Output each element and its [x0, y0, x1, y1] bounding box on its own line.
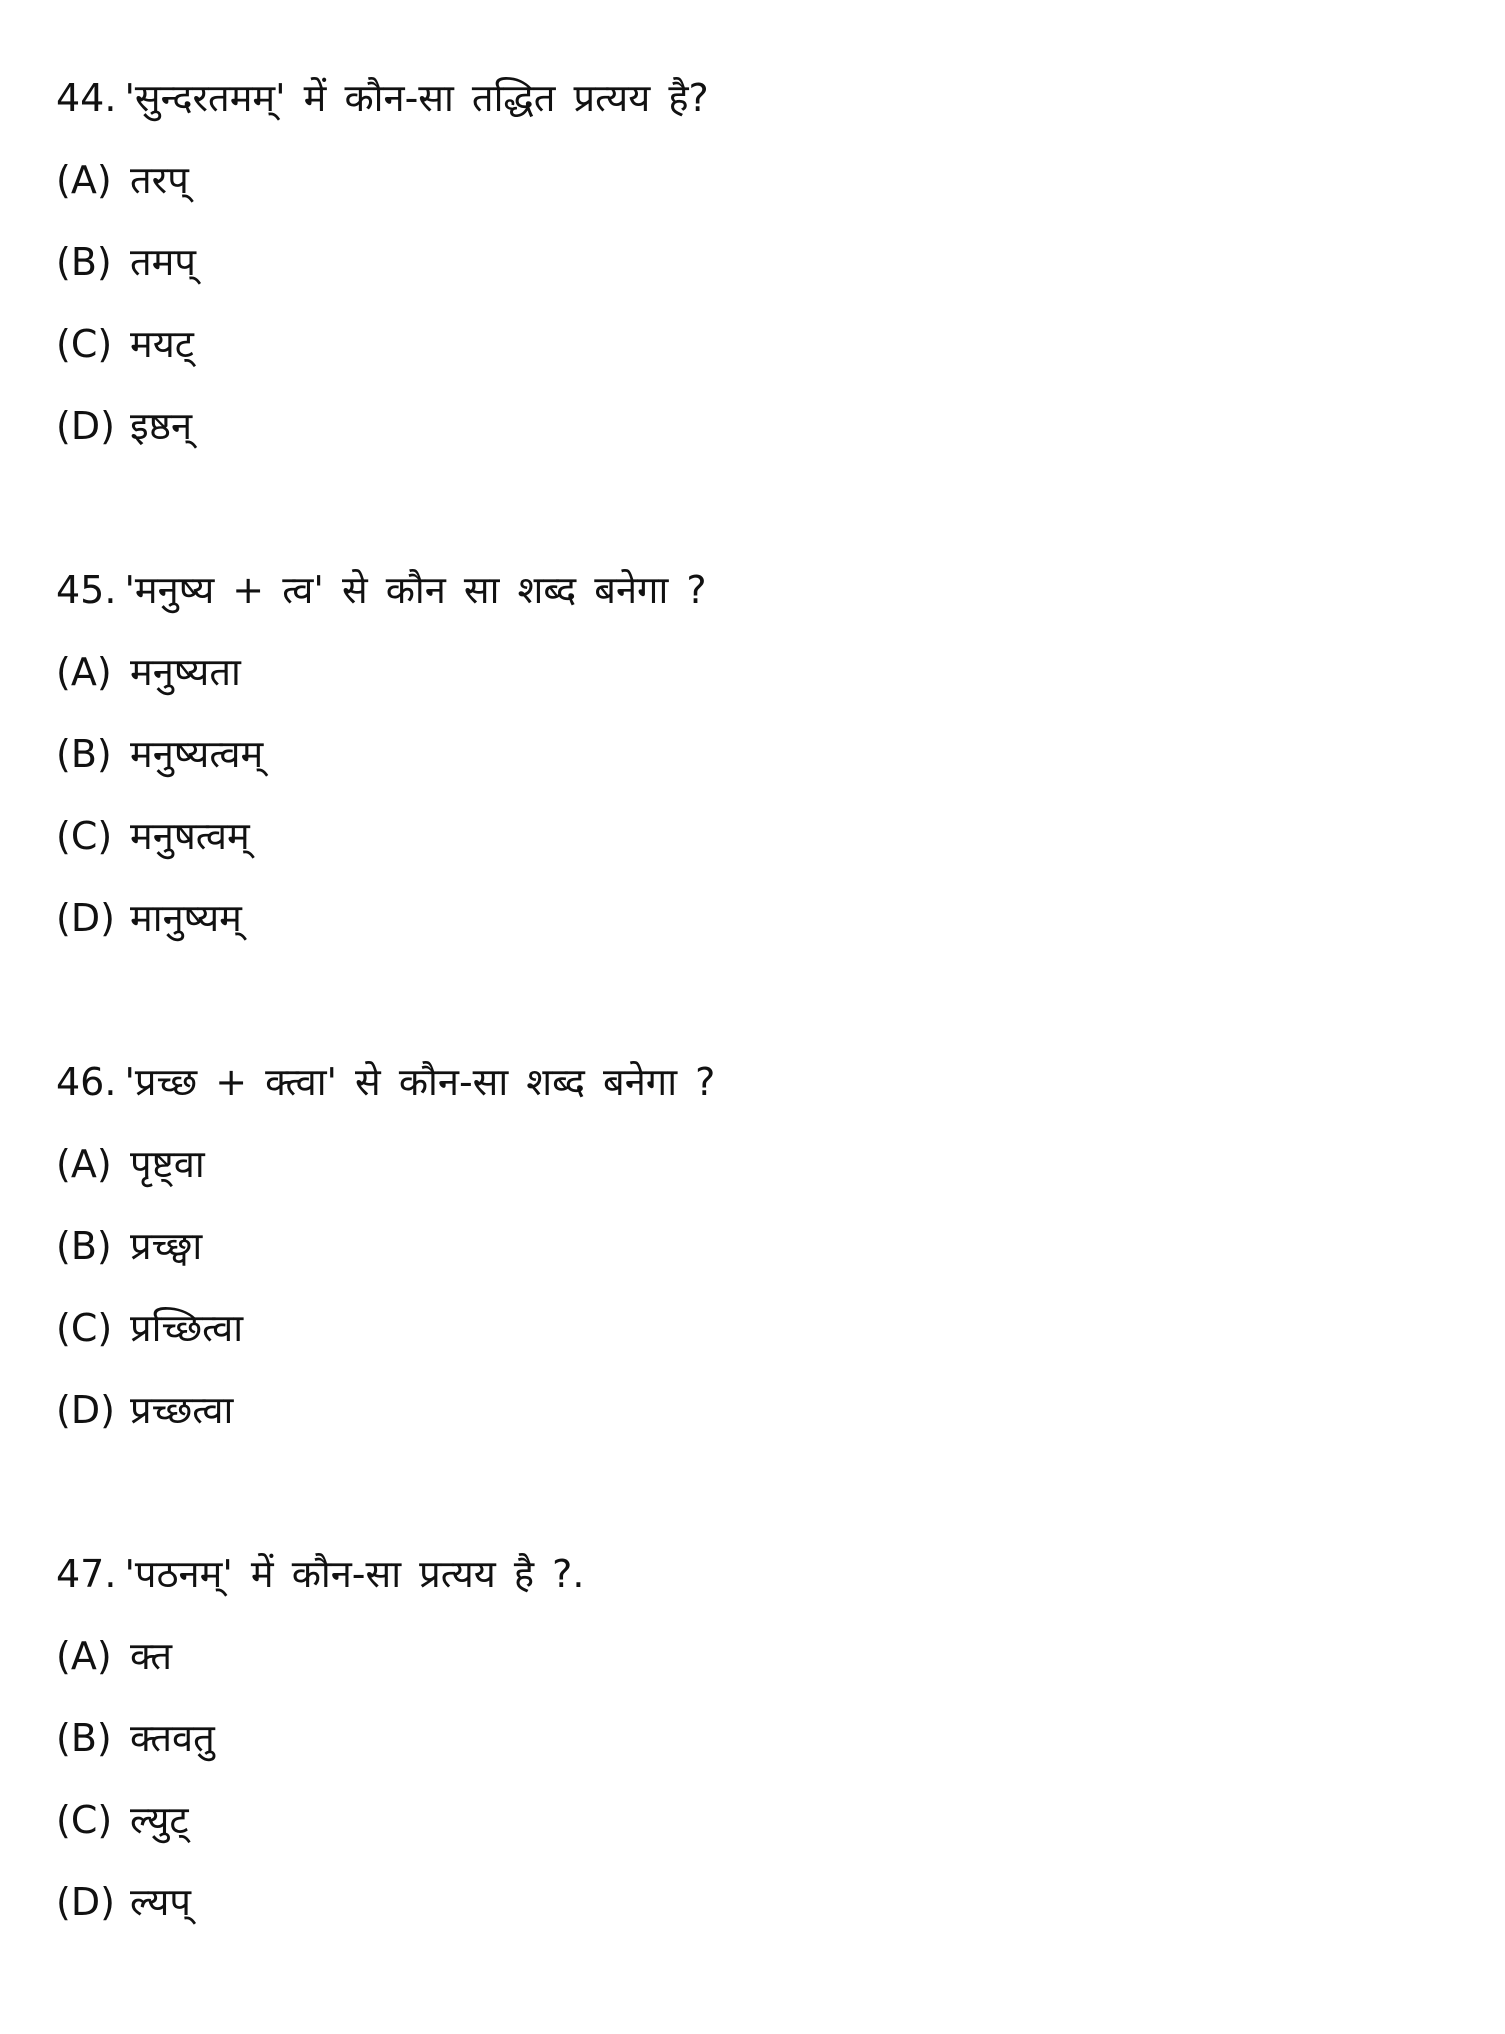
option-letter: (B) — [56, 732, 112, 776]
question-number: 44. — [56, 76, 117, 120]
option-c — [56, 316, 1436, 372]
option-text: मयट् — [130, 322, 194, 366]
option-text: पृष्ट्वा — [130, 1142, 205, 1186]
question-text-line — [56, 70, 1436, 126]
option-letter: (B) — [56, 1224, 112, 1268]
option-c — [56, 1792, 1436, 1848]
question-text: 'प्रच्छ + क्त्वा' से कौन-सा शब्द बनेगा ? — [124, 1060, 716, 1104]
question-text: 'मनुष्य + त्व' से कौन सा शब्द बनेगा ? — [124, 568, 707, 612]
question-47 — [56, 1546, 1436, 1930]
option-letter: (A) — [56, 158, 112, 202]
option-text: ल्यप् — [130, 1880, 191, 1924]
option-c — [56, 808, 1436, 864]
option-text: तरप् — [130, 158, 189, 202]
option-text: मानुष्यम् — [130, 896, 242, 940]
option-letter: (C) — [56, 814, 113, 858]
option-a — [56, 152, 1436, 208]
option-text: मनुषत्वम् — [130, 814, 250, 858]
question-text: 'पठनम्' में कौन-सा प्रत्यय है ?. — [124, 1552, 585, 1596]
question-text-line — [56, 562, 1436, 618]
option-text: मनुष्यता — [130, 650, 241, 694]
question-text: 'सुन्दरतमम्' में कौन-सा तद्धित प्रत्यय है? — [124, 76, 709, 120]
option-text: मनुष्यत्वम् — [130, 732, 264, 776]
option-letter: (C) — [56, 322, 113, 366]
question-44 — [56, 70, 1436, 454]
option-letter: (B) — [56, 240, 112, 284]
question-number: 46. — [56, 1060, 117, 1104]
option-c — [56, 1300, 1436, 1356]
option-letter: (C) — [56, 1798, 113, 1842]
question-number: 45. — [56, 568, 117, 612]
option-letter: (C) — [56, 1306, 113, 1350]
option-a — [56, 1136, 1436, 1192]
option-text: प्रच्छित्वा — [130, 1306, 244, 1350]
option-letter: (A) — [56, 1634, 112, 1678]
option-d — [56, 1874, 1436, 1930]
option-letter: (D) — [56, 1880, 115, 1924]
question-number: 47. — [56, 1552, 117, 1596]
option-d — [56, 890, 1436, 946]
option-a — [56, 1628, 1436, 1684]
option-letter: (D) — [56, 404, 115, 448]
option-text: ल्युट् — [130, 1798, 189, 1842]
option-text: क्तवतु — [130, 1716, 215, 1760]
question-45 — [56, 562, 1436, 946]
question-46 — [56, 1054, 1436, 1438]
option-d — [56, 1382, 1436, 1438]
option-letter: (D) — [56, 896, 115, 940]
option-b — [56, 726, 1436, 782]
option-text: तमप् — [130, 240, 196, 284]
option-letter: (B) — [56, 1716, 112, 1760]
option-text: क्त — [130, 1634, 173, 1678]
option-d — [56, 398, 1436, 454]
question-text-line — [56, 1546, 1436, 1602]
option-a — [56, 644, 1436, 700]
question-text-line — [56, 1054, 1436, 1110]
option-text: प्रच्छत्वा — [130, 1388, 234, 1432]
option-letter: (A) — [56, 1142, 112, 1186]
option-b — [56, 234, 1436, 290]
option-b — [56, 1710, 1436, 1766]
option-text: इष्ठन् — [130, 404, 193, 448]
option-text: प्रच्छ्वा — [130, 1224, 203, 1268]
option-b — [56, 1218, 1436, 1274]
option-letter: (A) — [56, 650, 112, 694]
option-letter: (D) — [56, 1388, 115, 1432]
